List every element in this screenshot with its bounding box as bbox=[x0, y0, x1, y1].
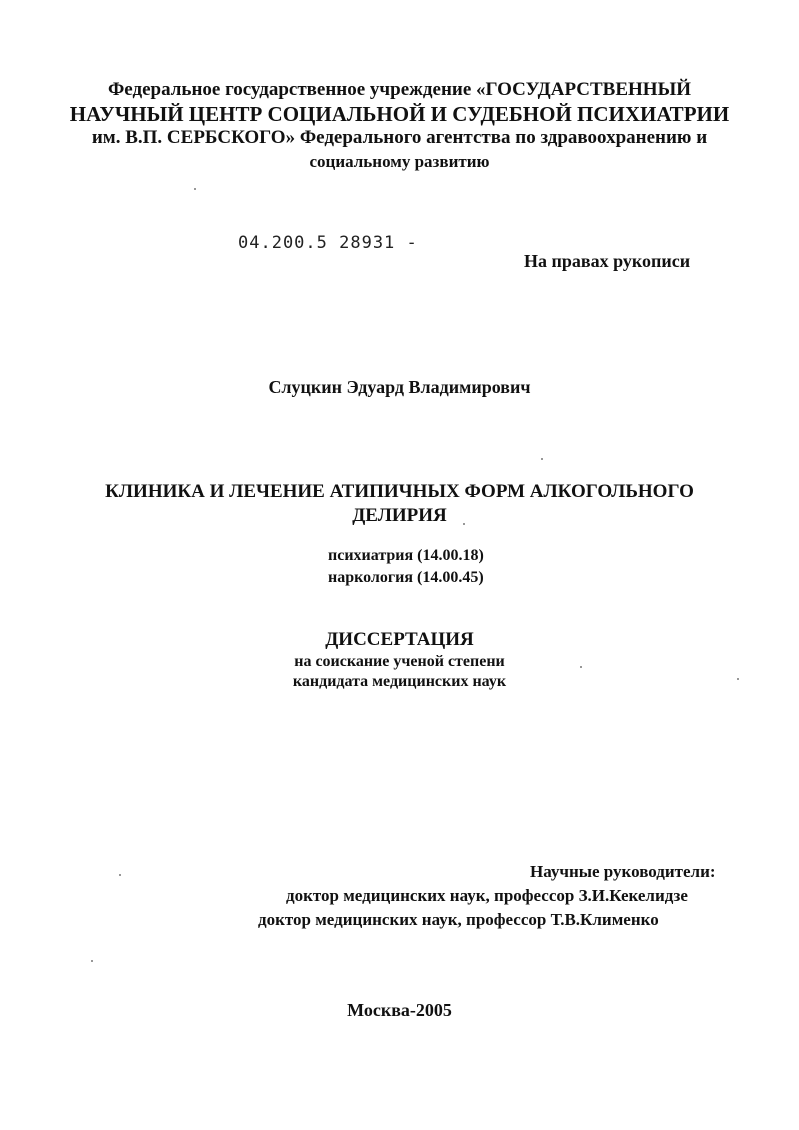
city-year: Москва-2005 bbox=[347, 1000, 452, 1020]
advisor-1: доктор медицинских наук, профессор З.И.Кекелидзе bbox=[286, 886, 688, 905]
degree-line-2: кандидата медицинских наук bbox=[292, 673, 507, 690]
institution-line-3: им. В.П. СЕРБСКОГО» Федерального агентства по здравоохранению и bbox=[91, 127, 708, 148]
scan-speck bbox=[580, 666, 582, 668]
specialty-narcology: наркология (14.00.45) bbox=[328, 569, 484, 586]
advisor-2: доктор медицинских наук, профессор Т.В.Клименко bbox=[258, 910, 659, 929]
dissertation-block bbox=[0, 628, 799, 692]
rights-notice: На правах рукописи bbox=[524, 251, 691, 271]
degree-line-1: на соискание ученой степени bbox=[294, 653, 505, 670]
institution-line-1: Федеральное государственное учреждение «ГОСУДАРСТВЕННЫЙ bbox=[107, 79, 692, 100]
scan-speck bbox=[91, 960, 93, 962]
dissertation-heading: ДИССЕРТАЦИЯ bbox=[325, 629, 474, 650]
institution-line-2: НАУЧНЫЙ ЦЕНТР СОЦИАЛЬНОЙ И СУДЕБНОЙ ПСИХИАТРИИ bbox=[69, 102, 730, 126]
thesis-title-line-1: КЛИНИКА И ЛЕЧЕНИЕ АТИПИЧНЫХ ФОРМ АЛКОГОЛЬНОГО bbox=[105, 481, 694, 502]
institution-block bbox=[0, 78, 799, 174]
scan-speck bbox=[194, 188, 196, 190]
scan-speck bbox=[463, 523, 465, 525]
scan-speck bbox=[541, 458, 543, 460]
specialties bbox=[328, 545, 484, 589]
thesis-title bbox=[0, 480, 799, 528]
advisors-heading: Научные руководители: bbox=[530, 862, 716, 881]
scan-speck bbox=[737, 678, 739, 680]
institution-line-4: социальному развитию bbox=[309, 152, 490, 171]
registration-stamp: 04.200.5 28931 - bbox=[238, 233, 418, 253]
thesis-title-line-2: ДЕЛИРИЯ bbox=[352, 505, 447, 526]
author-name: Слуцкин Эдуард Владимирович bbox=[268, 377, 531, 397]
specialty-psychiatry: психиатрия (14.00.18) bbox=[328, 547, 484, 564]
scan-speck bbox=[119, 874, 121, 876]
